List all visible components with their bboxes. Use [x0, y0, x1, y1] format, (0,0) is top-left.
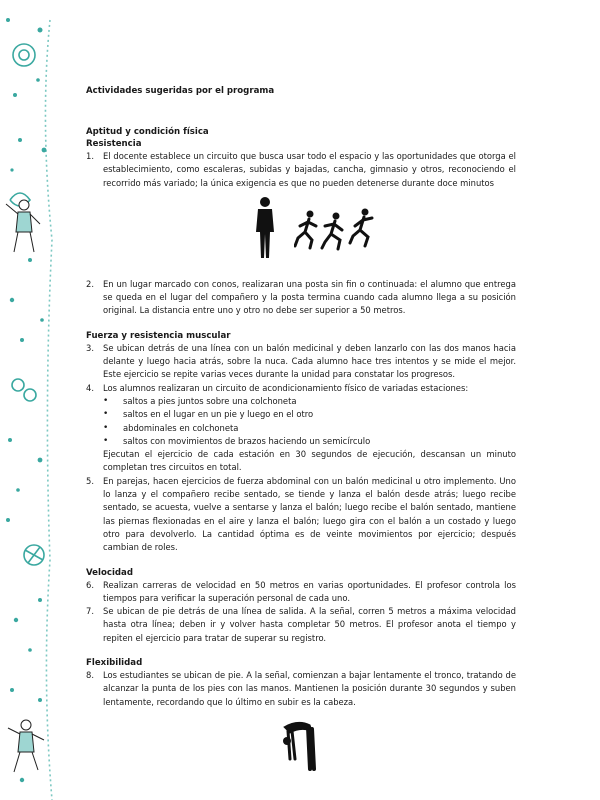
flexibility-figure	[86, 717, 516, 777]
page-title: Actividades sugeridas por el programa	[86, 86, 275, 96]
forward-bend-silhouette-icon	[278, 719, 318, 771]
subsection-heading: Resistencia	[86, 139, 142, 149]
runner-silhouette-icon	[348, 208, 374, 248]
station-list	[86, 395, 516, 448]
list-item: 5. En parejas, hacen ejercicios de fuerza abdominal con un balón medicinal u otro implemento. Uno lo lanza y el compañero recibe sentado, se tiende y lanza el balón desde atrás; luego recibe sentado, se acuesta, vuelve a sentarse y lanza el balón; luego recibe el balón sentado, mantiene las piernas flexionadas en el aire y lanza el balón; luego gira con el balón a un costado y luego otro para devolverlo. La cantidad óptima es de veinte movimientos por ejercicio; después cambian de roles.	[86, 475, 516, 553]
runner-silhouette-icon	[294, 210, 320, 250]
subsection-heading: Fuerza y resistencia muscular	[86, 330, 231, 341]
list-item: • saltos en el lugar en un pie y luego en el otro	[103, 409, 314, 420]
margin-decoration	[0, 0, 62, 800]
item-note: Ejecutan el ejercicio de cada estación en 30 segundos de ejecución, descansan un minuto completan tres circuitos en total.	[103, 449, 516, 473]
list-item: 3. Se ubican detrás de una línea con un balón medicinal y deben lanzarlo con las dos manos hacia delante y luego hacia atrás, sobre la nuca. Cada alumno hace tres intentos y se mide el mejor. Este ejercicio se repite varias veces durante la unidad para constatar los progresos.	[86, 342, 516, 380]
list-item: 2. En un lugar marcado con conos, realizaran una posta sin fin o continuada: el alumno que entrega se queda en el lugar del compañero y la posta termina cuando cada alumno llega a su posición original. La distancia entre uno y otro no debe ser superior a 50 metros.	[86, 278, 516, 316]
list-item: 8. Los estudiantes se ubican de pie. A la señal, comienzan a bajar lentamente el tronco, tratando de alcanzar la punta de los pies con las manos. Mantienen la posición durante 30 segundos y suben lentamente, recordando que lo último en subir es la cabeza.	[86, 670, 516, 707]
list-item: • saltos con movimientos de brazos haciendo un semicírculo	[103, 435, 371, 446]
section-title: Aptitud y condición física	[86, 127, 209, 137]
subsection-heading: Velocidad	[86, 567, 134, 578]
runner-silhouette-icon	[320, 212, 346, 252]
subsection-heading: Flexibilidad	[86, 658, 143, 669]
list-item: 4. Los alumnos realizaran un circuito de acondicionamiento físico de variadas estaciones:	[86, 382, 469, 393]
list-item: 1. El docente establece un circuito que busca usar todo el espacio y las oportunidades que otorga el establecimiento, como escaleras, subidas y bajadas, cancha, gimnasio y otros, reconociendo el recorrido más variado; la única exigencia es que no pueden detenerse durante doce minutos	[86, 151, 516, 188]
standing-silhouette-icon	[254, 196, 276, 260]
document-body	[86, 86, 516, 777]
list-item: 7. Se ubican de pie detrás de una línea de salida. A la señal, corren 5 metros a máxima velocidad hasta otra línea; deben ir y volver hasta completar 50 metros. El profesor anota el tiempo y repiten el ejercicio para tratar de superar su registro.	[86, 606, 516, 643]
running-figures	[86, 194, 516, 264]
list-item: 6. Realizan carreras de velocidad en 50 metros en varias oportunidades. El profesor controla los tiempos para verificar la superación personal de cada uno.	[86, 579, 516, 603]
list-item: • saltos a pies juntos sobre una colchoneta	[103, 395, 297, 406]
list-item: • abdominales en colchoneta	[103, 422, 239, 433]
